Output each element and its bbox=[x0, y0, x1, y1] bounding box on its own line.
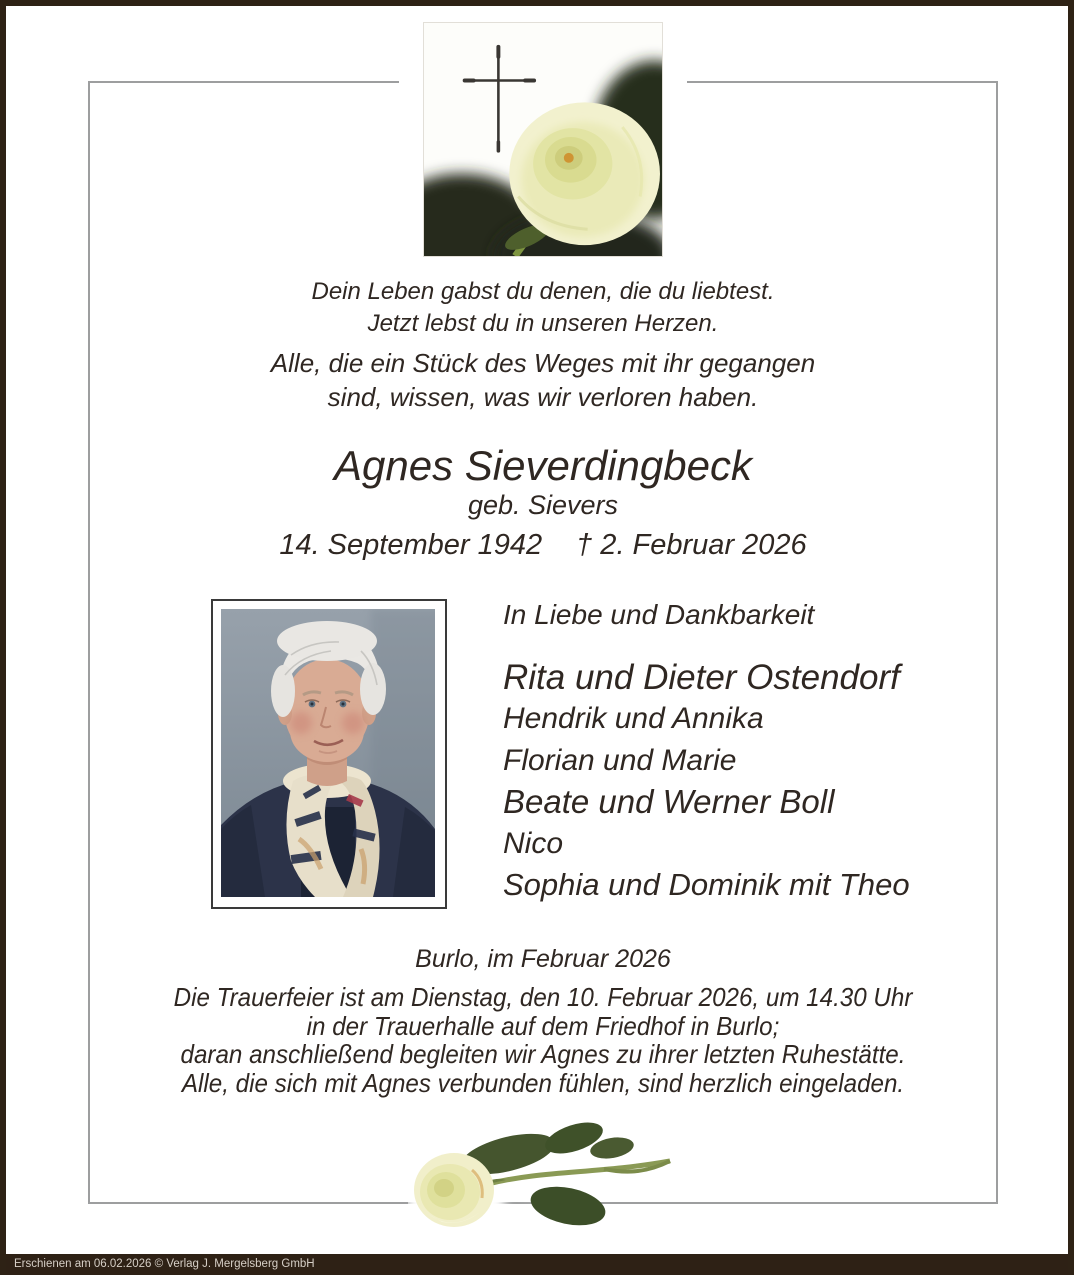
birth-date: 14. September 1942 bbox=[279, 529, 543, 561]
rose-icon bbox=[408, 1116, 670, 1238]
epigraph bbox=[88, 276, 998, 340]
mourner-line: Nico bbox=[503, 826, 564, 860]
place-date-line: Burlo, im Februar 2026 bbox=[415, 945, 671, 973]
mourner-line: Sophia und Dominik mit Theo bbox=[503, 867, 910, 903]
publisher-credit: Erschienen am 06.02.2026 © Verlag J. Mergelsberg GmbH bbox=[14, 1258, 315, 1270]
death-date: † 2. Februar 2026 bbox=[576, 529, 807, 561]
publication-footer bbox=[6, 1254, 1068, 1275]
funeral-info bbox=[88, 983, 998, 1097]
epigraph-line-2: Jetzt lebst du in unseren Herzen. bbox=[367, 310, 719, 337]
deceased-name: Agnes Sieverdingbeck bbox=[334, 442, 752, 489]
tribute-line-2: sind, wissen, was wir verloren haben. bbox=[327, 382, 759, 412]
funeral-info-line: Alle, die sich mit Agnes verbunden fühlen, sind herzlich eingeladen. bbox=[181, 1067, 905, 1098]
funeral-info-line: daran anschließend begleiten wir Agnes zu ihrer letzten Ruhestätte. bbox=[180, 1039, 906, 1070]
portrait-photo bbox=[211, 599, 447, 909]
tribute bbox=[88, 346, 998, 414]
mourners-list bbox=[503, 657, 910, 905]
header-photo-gap bbox=[399, 22, 687, 260]
epigraph-line-1: Dein Leben gabst du denen, die du liebtest. bbox=[311, 278, 775, 305]
birth-name: geb. Sievers bbox=[467, 490, 619, 520]
mourner-line: Hendrik und Annika bbox=[503, 702, 764, 736]
tribute-line-1: Alle, die ein Stück des Weges mit ihr gegangen bbox=[270, 348, 816, 378]
mourner-line: Beate und Werner Boll bbox=[503, 783, 835, 821]
condolence-intro: In Liebe und Dankbarkeit bbox=[503, 599, 815, 630]
mourner-line: Florian und Marie bbox=[503, 743, 737, 777]
mourner-line: Rita und Dieter Ostendorf bbox=[503, 658, 900, 697]
funeral-info-line: in der Trauerhalle auf dem Friedhof in Burlo; bbox=[306, 1010, 780, 1041]
funeral-info-line: Die Trauerfeier ist am Dienstag, den 10. Februar 2026, um 14.30 Uhr bbox=[173, 982, 913, 1012]
header-photo bbox=[423, 22, 663, 257]
life-dates bbox=[88, 528, 998, 562]
bottom-rose-photo bbox=[408, 1114, 698, 1244]
